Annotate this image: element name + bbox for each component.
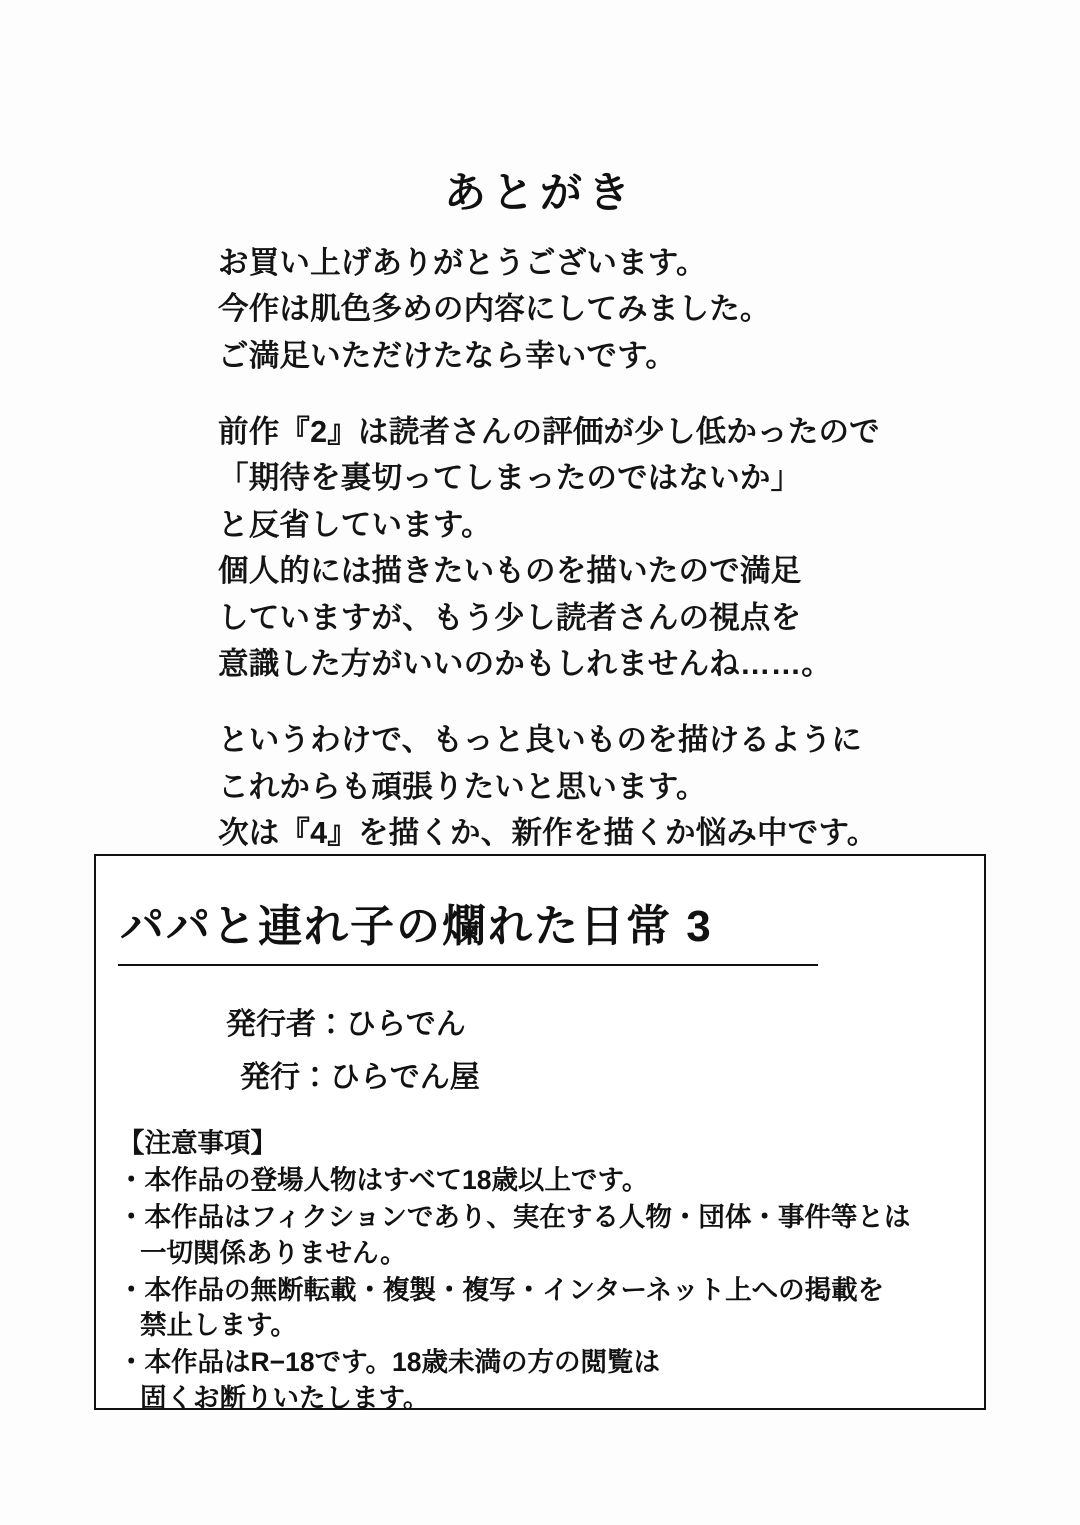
notice-item-line: ・本作品の登場人物はすべて18歳以上です。: [118, 1165, 649, 1196]
afterword-heading: あとがき: [443, 169, 636, 216]
notice-list: [118, 1163, 968, 1416]
publisher-person: 発行者：ひらでん: [226, 1008, 466, 1041]
afterword-line: していますが、もう少し読者さんの視点を: [218, 600, 802, 635]
afterword-line: 意識した方がいいのかもしれませんね……。: [218, 646, 832, 681]
afterword-body: [218, 240, 958, 856]
publisher-house: 発行：ひらでん屋: [240, 1061, 480, 1095]
notice-item: [118, 1273, 968, 1343]
paragraph-spacer: [218, 379, 958, 409]
notice-item-line: ・本作品はフィクションであり、実在する人物・団体・事件等とは: [118, 1202, 911, 1233]
paragraph-spacer: [218, 687, 958, 717]
colophon-box: [94, 854, 986, 1413]
notice-item: [118, 1200, 968, 1270]
afterword-line: 個人的には描きたいものを描いたので満足: [218, 554, 802, 589]
divider: [118, 964, 818, 966]
afterword-line: 今作は肌色多めの内容にしてみました。: [218, 292, 771, 327]
notice-item: [118, 1163, 968, 1198]
afterword-line: お買い上げありがとうございます。: [218, 246, 707, 280]
notice-item-line: ・本作品はR−18です。18歳未満の方の閲覧は: [118, 1347, 660, 1378]
notice-item-line: 禁止します。: [140, 1310, 297, 1341]
notice-item-line: 一切関係ありません。: [140, 1237, 407, 1268]
notice-section: [118, 1126, 968, 1418]
afterword-line: 「期待を裏切ってしまったのではないか」: [218, 461, 802, 496]
afterword-line: 次は『4』を描くか、新作を描くか悩み中です。: [218, 815, 878, 850]
colophon-credits: [226, 998, 480, 1105]
afterword-line: これからも頑張りたいと思います。: [218, 769, 707, 804]
afterword-line: というわけで、もっと良いものを描けるように: [218, 723, 863, 758]
work-title: パパと連れ子の爛れた日常 3: [120, 902, 713, 951]
notice-item: [118, 1345, 968, 1415]
afterword-line: 前作『2』は読者さんの評価が少し低かったので: [218, 415, 880, 450]
notice-item-line: ・本作品の無断転載・複製・複写・インターネット上への掲載を: [118, 1274, 885, 1305]
afterword-line: と反省しています。: [218, 507, 492, 542]
notice-heading: 【注意事項】: [118, 1128, 277, 1158]
afterword-line: ご満足いただけたなら幸いです。: [218, 338, 677, 373]
notice-item-line: 固くお断りいたします。: [140, 1382, 430, 1413]
